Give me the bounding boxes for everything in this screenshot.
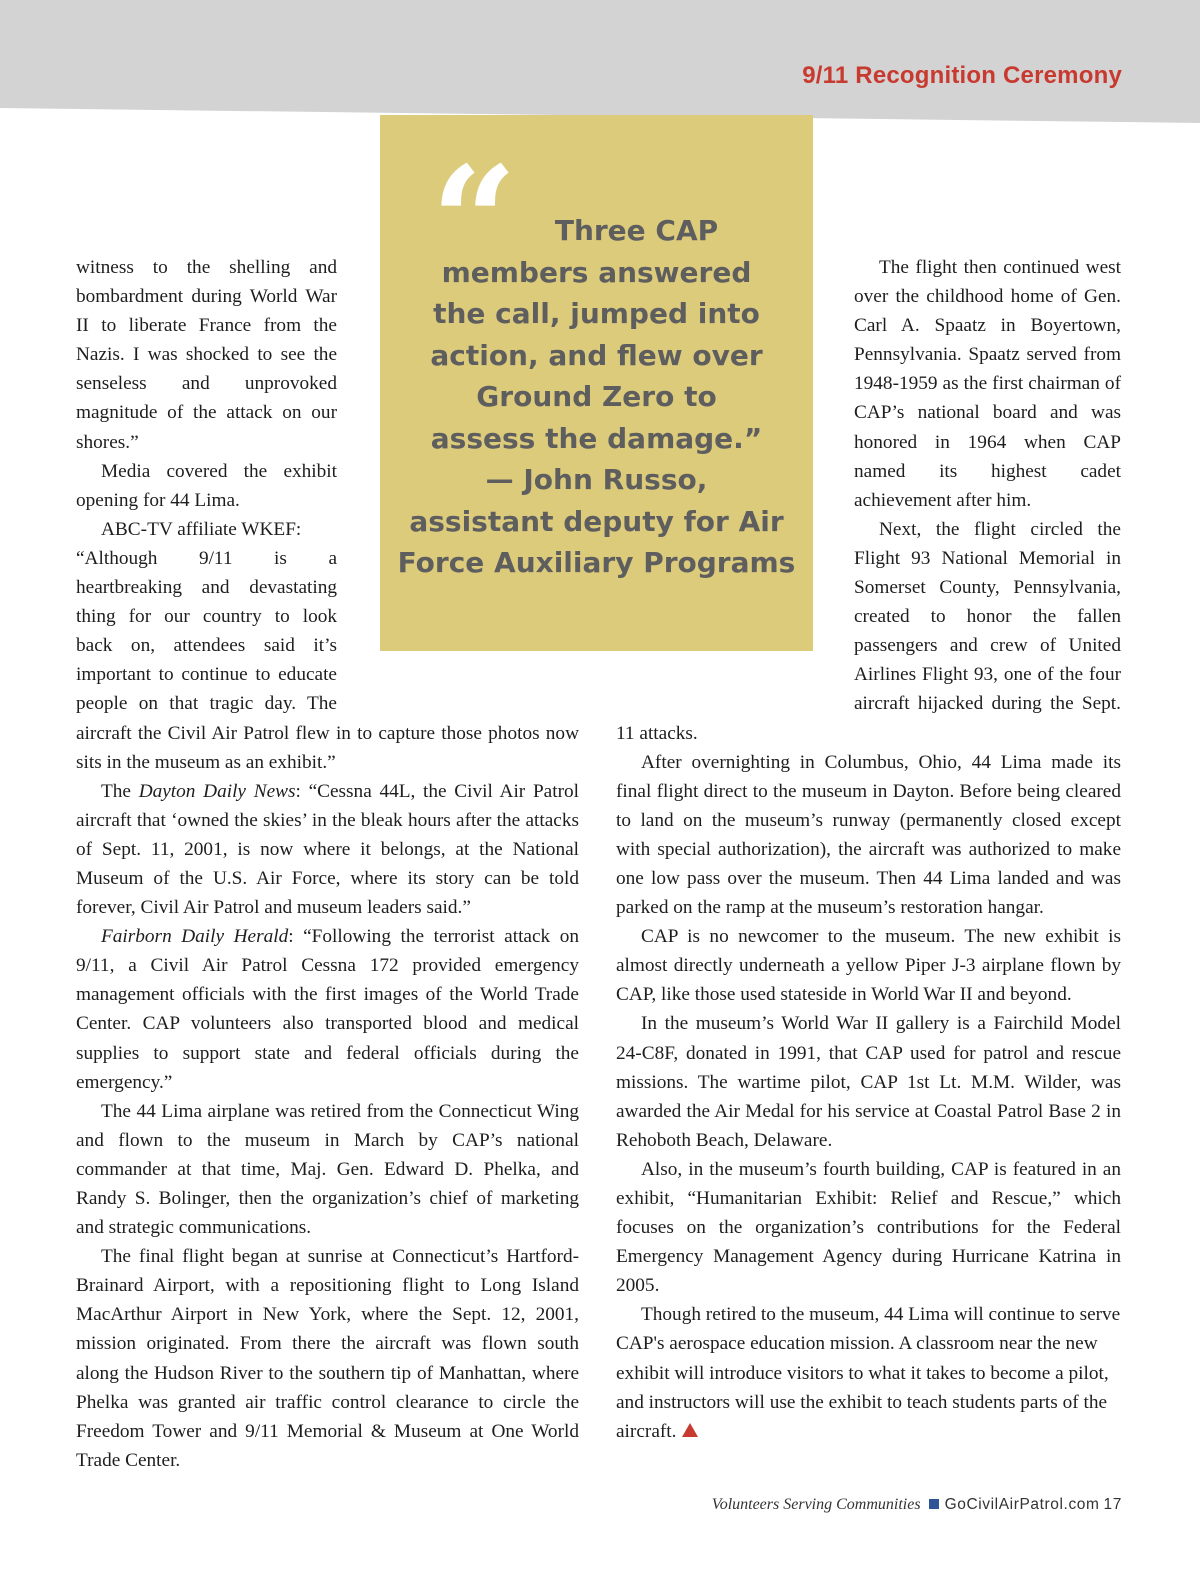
page-footer [712, 1496, 1122, 1514]
paragraph: witness to the shelling and bombardment during World War II to liberate France from the Nazis. I was shocked to see the senseless and unprovoked magnitude of the attack on our shores.” [76, 257, 337, 453]
page-number: 17 [1103, 1496, 1122, 1513]
paragraph: ABC-TV affiliate WKEF: [101, 518, 302, 540]
paragraph: Media covered the exhibit opening for 44 Lima. [76, 460, 337, 511]
paragraph: CAP is no newcomer to the museum. The new exhibit is almost directly underneath a yellow Piper J-3 airplane flown by CAP, like those used stateside in World War II and beyond. [616, 926, 1121, 1006]
pull-quote-line: Three CAP [554, 214, 719, 247]
footer-tagline: Volunteers Serving Communities [711, 1496, 921, 1513]
paragraph: Fairborn Daily Herald: “Following the terrorist attack on 9/11, a Civil Air Patrol Cessna 172 provided emergency management officials with the first images of the World Trade Center. CAP volunteers also transported blood and medical supplies to support state and federal officials during the emergency.” [76, 926, 579, 1093]
pull-quote-line: Ground Zero to [476, 380, 717, 413]
paragraph: The flight then continued west over the childhood home of Gen. Carl A. Spaatz in Boyertown, Pennsylvania. Spaatz served from 1948-1959 as the first chairman of CAP’s national board and was honored in 1964 when CAP named its highest cadet achievement after him. [854, 257, 1121, 511]
pull-quote-attribution: — John Russo, [485, 463, 708, 496]
pull-quote-line: members answered [441, 255, 752, 289]
left-column [76, 253, 579, 1475]
paragraph: The 44 Lima airplane was retired from the Connecticut Wing and flown to the museum in March by CAP’s national commander at that time, Maj. Gen. Edward D. Phelka, and Randy S. Bolinger, then the organization’s chief of marketing and strategic communications. [76, 1100, 579, 1239]
pull-quote-attribution: Force Auxiliary Programs [397, 546, 796, 579]
pull-quote-line: assess the damage.” [430, 421, 763, 455]
paragraph: The final flight began at sunrise at Connecticut’s Hartford-Brainard Airport, with a repositioning flight to Long Island MacArthur Airport in New York, where the Sept. 12, 2001, mission originated. From there the aircraft was flown south along the Hudson River to the southern tip of Manhattan, where Phelka was granted air traffic control clearance to circle the Freedom Tower and 9/11 Memorial & Museum at One World Trade Center. [76, 1246, 579, 1471]
paragraph: Though retired to the museum, 44 Lima will continue to serve CAP's aerospace education mission. A classroom near the new exhibit will introduce visitors to what it takes to become a pilot, and instructors will use the exhibit to teach students parts of the aircraft. [616, 1304, 1121, 1442]
source-name: Dayton Daily News [138, 780, 296, 802]
pull-quote-line: action, and flew over [430, 338, 763, 372]
pull-quote-line: the call, jumped into [433, 297, 760, 330]
footer-url[interactable]: GoCivilAirPatrol.com [944, 1496, 1100, 1513]
quote-mark-icon: “ [431, 134, 518, 310]
section-title: 9/11 Recognition Ceremony [802, 62, 1122, 89]
paragraph: Next, the flight circled the Flight 93 National Memorial in Somerset County, Pennsylvania, created to honor the fallen passengers and crew of United Airlines Flight 93, one of the four aircraft hijacked during the Sept. 11 attacks. [616, 518, 1121, 744]
paragraph: The Dayton Daily News: “Cessna 44L, the Civil Air Patrol aircraft that ‘owned the skies’ in the bleak hours after the attacks of Sept. 11, 2001, is now where it belongs, at the National Museum of the U.S. Air Force, where its story can be told forever, Civil Air Patrol and museum leaders said.” [76, 780, 579, 919]
right-column [616, 253, 1121, 1446]
paragraph: After overnighting in Columbus, Ohio, 44 Lima made its final flight direct to the museum in Dayton. Before being cleared to land on the museum’s runway (permanently closed except with special authorization), the aircraft was authorized to make one low pass over the museum. Then 44 Lima landed and was parked on the ramp at the museum’s restoration hangar. [616, 751, 1121, 919]
square-bullet-icon [929, 1499, 939, 1509]
paragraph: In the museum’s World War II gallery is a Fairchild Model 24-C8F, donated in 1991, that CAP used for patrol and rescue missions. The wartime pilot, CAP 1st Lt. M.M. Wilder, was awarded the Air Medal for his service at Coastal Patrol Base 2 in Rehoboth Beach, Delaware. [616, 1013, 1121, 1151]
paragraph: “Although 9/11 is a heartbreaking and devastating thing for our country to look back on, attendees said it’s important to continue to educate people on that tragic day. The aircraft the Civil Air Patrol flew in to capture those photos now sits in the museum as an exhibit.” [76, 547, 579, 773]
end-mark-triangle-icon [682, 1423, 698, 1437]
paragraph: Also, in the museum’s fourth building, CAP is featured in an exhibit, “Humanitarian Exhibit: Relief and Rescue,” which focuses on the organization’s contributions for the Federal Emergency Management Agency during Hurricane Katrina in 2005. [616, 1158, 1121, 1297]
pull-quote-attribution: assistant deputy for Air [409, 504, 784, 538]
source-name: Fairborn Daily Herald [101, 926, 289, 948]
